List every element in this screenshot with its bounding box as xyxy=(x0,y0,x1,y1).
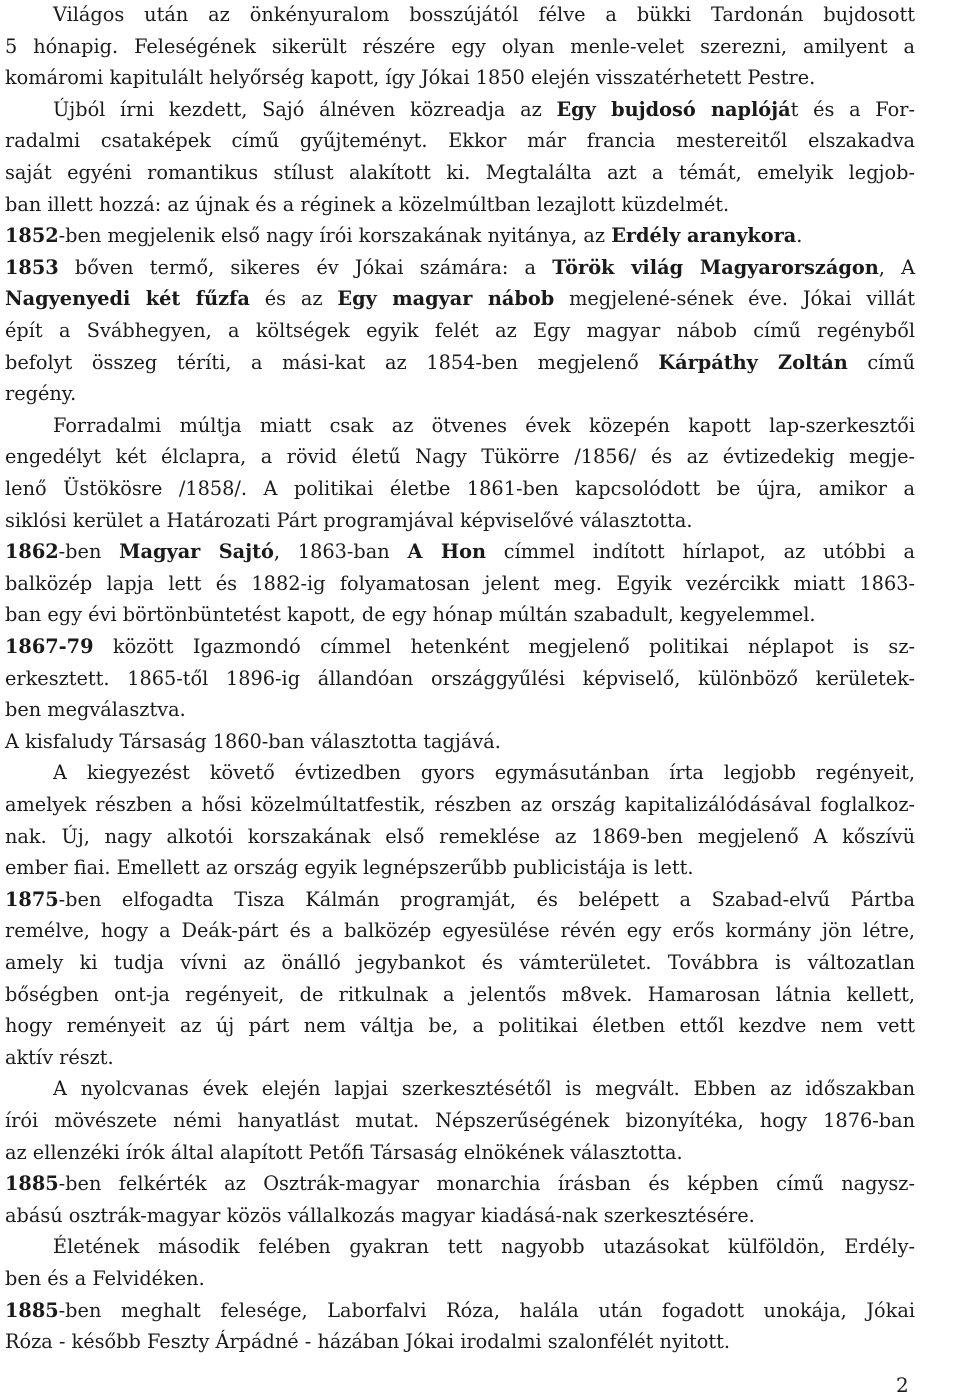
text-run: balközép lapja lett és 1882-ig folyamatosan jelent meg. Egyik vezércikk miatt 1863- xyxy=(5,571,915,595)
bold-text: 1885 xyxy=(5,1172,59,1196)
bold-text: Egy magyar nábob xyxy=(337,287,555,311)
text-line xyxy=(5,284,915,314)
text-line xyxy=(5,853,915,883)
text-run: A kiegyezést követő évtizedben gyors egymásutánban írta legjobb regényeit, xyxy=(53,761,915,785)
text-line xyxy=(5,916,915,946)
text-line xyxy=(5,316,915,346)
text-line xyxy=(5,537,915,567)
text-run: -ben felkérték az Osztrák-magyar monarchia írásban és képben című nagysz- xyxy=(58,1172,915,1196)
text-run: komáromi kapitulált helyőrség kapott, így Jókai 1850 elején visszatérhetett Pestre. xyxy=(5,66,816,90)
text-line xyxy=(53,1232,915,1262)
text-run: Világos után az önkényuralom bosszújától félve a bükki Tardonán bujdosott xyxy=(53,3,915,26)
text-run: Újból írni kezdett, Sajó álnéven közreadja az xyxy=(53,97,557,121)
text-line xyxy=(5,1106,915,1136)
text-run: A nyolcvanas évek elején lapjai szerkesztésétől is megvált. Ebben az időszakban xyxy=(53,1077,915,1101)
text-run: ember fiai. Emellett az ország egyik legnépszerűbb publicistája is lett. xyxy=(5,856,694,880)
text-line xyxy=(5,63,915,93)
text-line xyxy=(5,221,915,251)
text-run: írói mövészete némi hanyatlást mutat. Népszerűségének bizonyítéka, hogy 1876-ban xyxy=(5,1109,915,1132)
text-run: abású osztrák-magyar közös vállalkozás magyar kiadásá-nak szerkesztésére. xyxy=(5,1203,755,1227)
text-line xyxy=(5,790,915,820)
text-line xyxy=(53,1074,915,1104)
text-run: , 1863-ban xyxy=(273,540,408,564)
text-run: bőven termő, sikeres év Jókai számára: a xyxy=(58,255,553,279)
text-line xyxy=(5,1138,915,1168)
text-run: Róza - később Feszty Árpádné - házában Jókai irodalmi szalonfélét nyitott. xyxy=(5,1330,730,1354)
text-run: regény. xyxy=(5,382,77,406)
text-run: Forradalmi múltja miatt csak az ötvenes évek közepén kapott lap-szerkesztői xyxy=(53,413,915,437)
text-line xyxy=(5,664,915,694)
bold-text: Nagyenyedi két fűzfa xyxy=(5,287,250,311)
bold-text: 1867-79 xyxy=(5,635,94,658)
text-run: radalmi csataképek című gyűjteményt. Ekkor már francia mestereitől elszakadva xyxy=(5,129,915,153)
text-line xyxy=(5,1169,915,1199)
text-line xyxy=(5,32,915,62)
text-run: bőségben ont-ja regényeit, de ritkulnak a jelentős m8vek. Hamarosan látnia kellett, xyxy=(5,982,915,1006)
text-line xyxy=(5,727,915,757)
bold-text: Magyar Sajtó xyxy=(119,540,274,564)
text-line xyxy=(5,632,915,662)
text-line xyxy=(5,253,915,283)
text-line xyxy=(5,379,915,409)
text-run: és az xyxy=(249,287,338,311)
text-run: -ben meghalt felesége, Laborfalvi Róza, halála után fogadott unokája, Jókai xyxy=(58,1298,915,1322)
text-line xyxy=(5,126,915,156)
text-run: megjelené-sének éve. Jókai villát xyxy=(554,287,916,311)
text-line xyxy=(53,758,915,788)
text-line xyxy=(5,885,915,915)
text-line xyxy=(5,1011,915,1041)
text-run: ban egy évi börtönbüntetést kapott, de egy hónap múltán szabadult, kegyelemmel. xyxy=(5,603,816,627)
text-line xyxy=(5,348,915,378)
bold-text: 1885 xyxy=(5,1298,59,1322)
text-line xyxy=(5,822,915,852)
text-line xyxy=(5,158,915,188)
text-line xyxy=(5,442,915,472)
text-line xyxy=(5,1327,915,1357)
text-line xyxy=(5,190,915,220)
text-line xyxy=(5,600,915,630)
bold-text: Egy bujdosó naplójá xyxy=(556,97,791,121)
text-run: befolyt összeg téríti, a mási-kat az 1854-ben megjelenő xyxy=(5,350,659,374)
bold-text: 1853 xyxy=(5,255,59,279)
text-run: erkesztett. 1865-től 1896-ig állandóan országgyűlési képviselő, különböző kerületek- xyxy=(5,666,915,690)
text-run: aktív részt. xyxy=(5,1045,114,1069)
text-line xyxy=(5,1201,915,1231)
text-line xyxy=(5,506,915,536)
text-run: -ben megjelenik első nagy írói korszakának nyitánya, az xyxy=(58,224,612,248)
text-run: nak. Új, nagy alkotói korszakának első remeklése az 1869-ben megjelenő A kőszívü xyxy=(5,824,915,848)
text-line xyxy=(5,1043,915,1073)
text-line xyxy=(5,474,915,504)
page-number: 2 xyxy=(896,1373,909,1397)
text-run: remélve, hogy a Deák-párt és a balközép egyesülése révén egy erős kormány jön létre, xyxy=(5,919,915,943)
text-run: siklósi kerület a Határozati Párt programjával képviselővé választotta. xyxy=(5,508,693,532)
text-run: saját egyéni romantikus stílust alakított ki. Megtalálta azt a témát, emelyik legjob- xyxy=(5,161,915,184)
text-line xyxy=(5,569,915,599)
text-run: , A xyxy=(878,255,916,279)
text-run: A kisfaludy Társaság 1860-ban választotta tagjává. xyxy=(5,729,501,753)
text-run: -ben elfogadta Tisza Kálmán programját, és belépett a Szabad-elvű Pártba xyxy=(58,887,915,911)
text-run: Életének második felében gyakran tett nagyobb utazásokat külföldön, Erdély- xyxy=(53,1235,915,1259)
text-run: címmel indított hírlapot, az utóbbi a xyxy=(485,540,915,564)
bold-text: Kárpáthy Zoltán xyxy=(658,350,848,374)
text-run: . xyxy=(796,224,803,248)
text-run: ben megválasztva. xyxy=(5,698,186,722)
text-line xyxy=(5,695,915,725)
bold-text: Erdély aranykora xyxy=(611,224,797,248)
text-run: 5 hónapig. Feleségének sikerült részére egy olyan menle-velet szerezni, amilyent a xyxy=(5,34,915,58)
text-run: engedélyt két élclapra, a rövid életű Nagy Tükörre /1856/ és az évtizedekig megje- xyxy=(5,445,915,469)
text-run: -ben xyxy=(58,540,120,564)
text-run: épít a Svábhegyen, a költségek egyik felét az Egy magyar nábob című regényből xyxy=(5,319,915,342)
text-line xyxy=(5,948,915,978)
text-run: amely ki tudja vívni az önálló jegybankot és vámterületet. Továbbra is változatlan xyxy=(5,951,915,974)
bold-text: A Hon xyxy=(407,540,486,564)
text-line xyxy=(5,1264,915,1294)
text-run: az ellenzéki írók által alapított Petőfi Társaság elnökének választotta. xyxy=(5,1140,683,1164)
text-line xyxy=(53,0,915,30)
text-line xyxy=(5,1296,915,1326)
bold-text: Török világ Magyarországon xyxy=(552,255,879,279)
text-run: ben és a Felvidéken. xyxy=(5,1267,205,1290)
text-run: amelyek részben a hősi közelmúltatfestik, részben az ország kapitalizálódásával foglalkoz- xyxy=(5,793,915,816)
text-line xyxy=(5,980,915,1010)
text-line xyxy=(53,411,915,441)
text-run: ban illett hozzá: az újnak és a réginek a közelmúltban lezajlott küzdelmét. xyxy=(5,192,730,216)
text-run: hogy reményeit az új párt nem váltja be, a politikai életben ettől kezdve nem vett xyxy=(5,1014,915,1038)
text-line xyxy=(53,95,915,125)
bold-text: 1852 xyxy=(5,224,59,248)
bold-text: 1875 xyxy=(5,887,59,911)
text-run: között Igazmondó címmel hetenként megjelenő politikai néplapot is sz- xyxy=(93,635,915,658)
text-run: című xyxy=(847,350,915,374)
bold-text: 1862 xyxy=(5,540,59,564)
text-run: t és a For- xyxy=(790,97,915,121)
text-run: lenő Üstökösre /1858/. A politikai életbe 1861-ben kapcsolódott be újra, amikor a xyxy=(5,477,915,500)
